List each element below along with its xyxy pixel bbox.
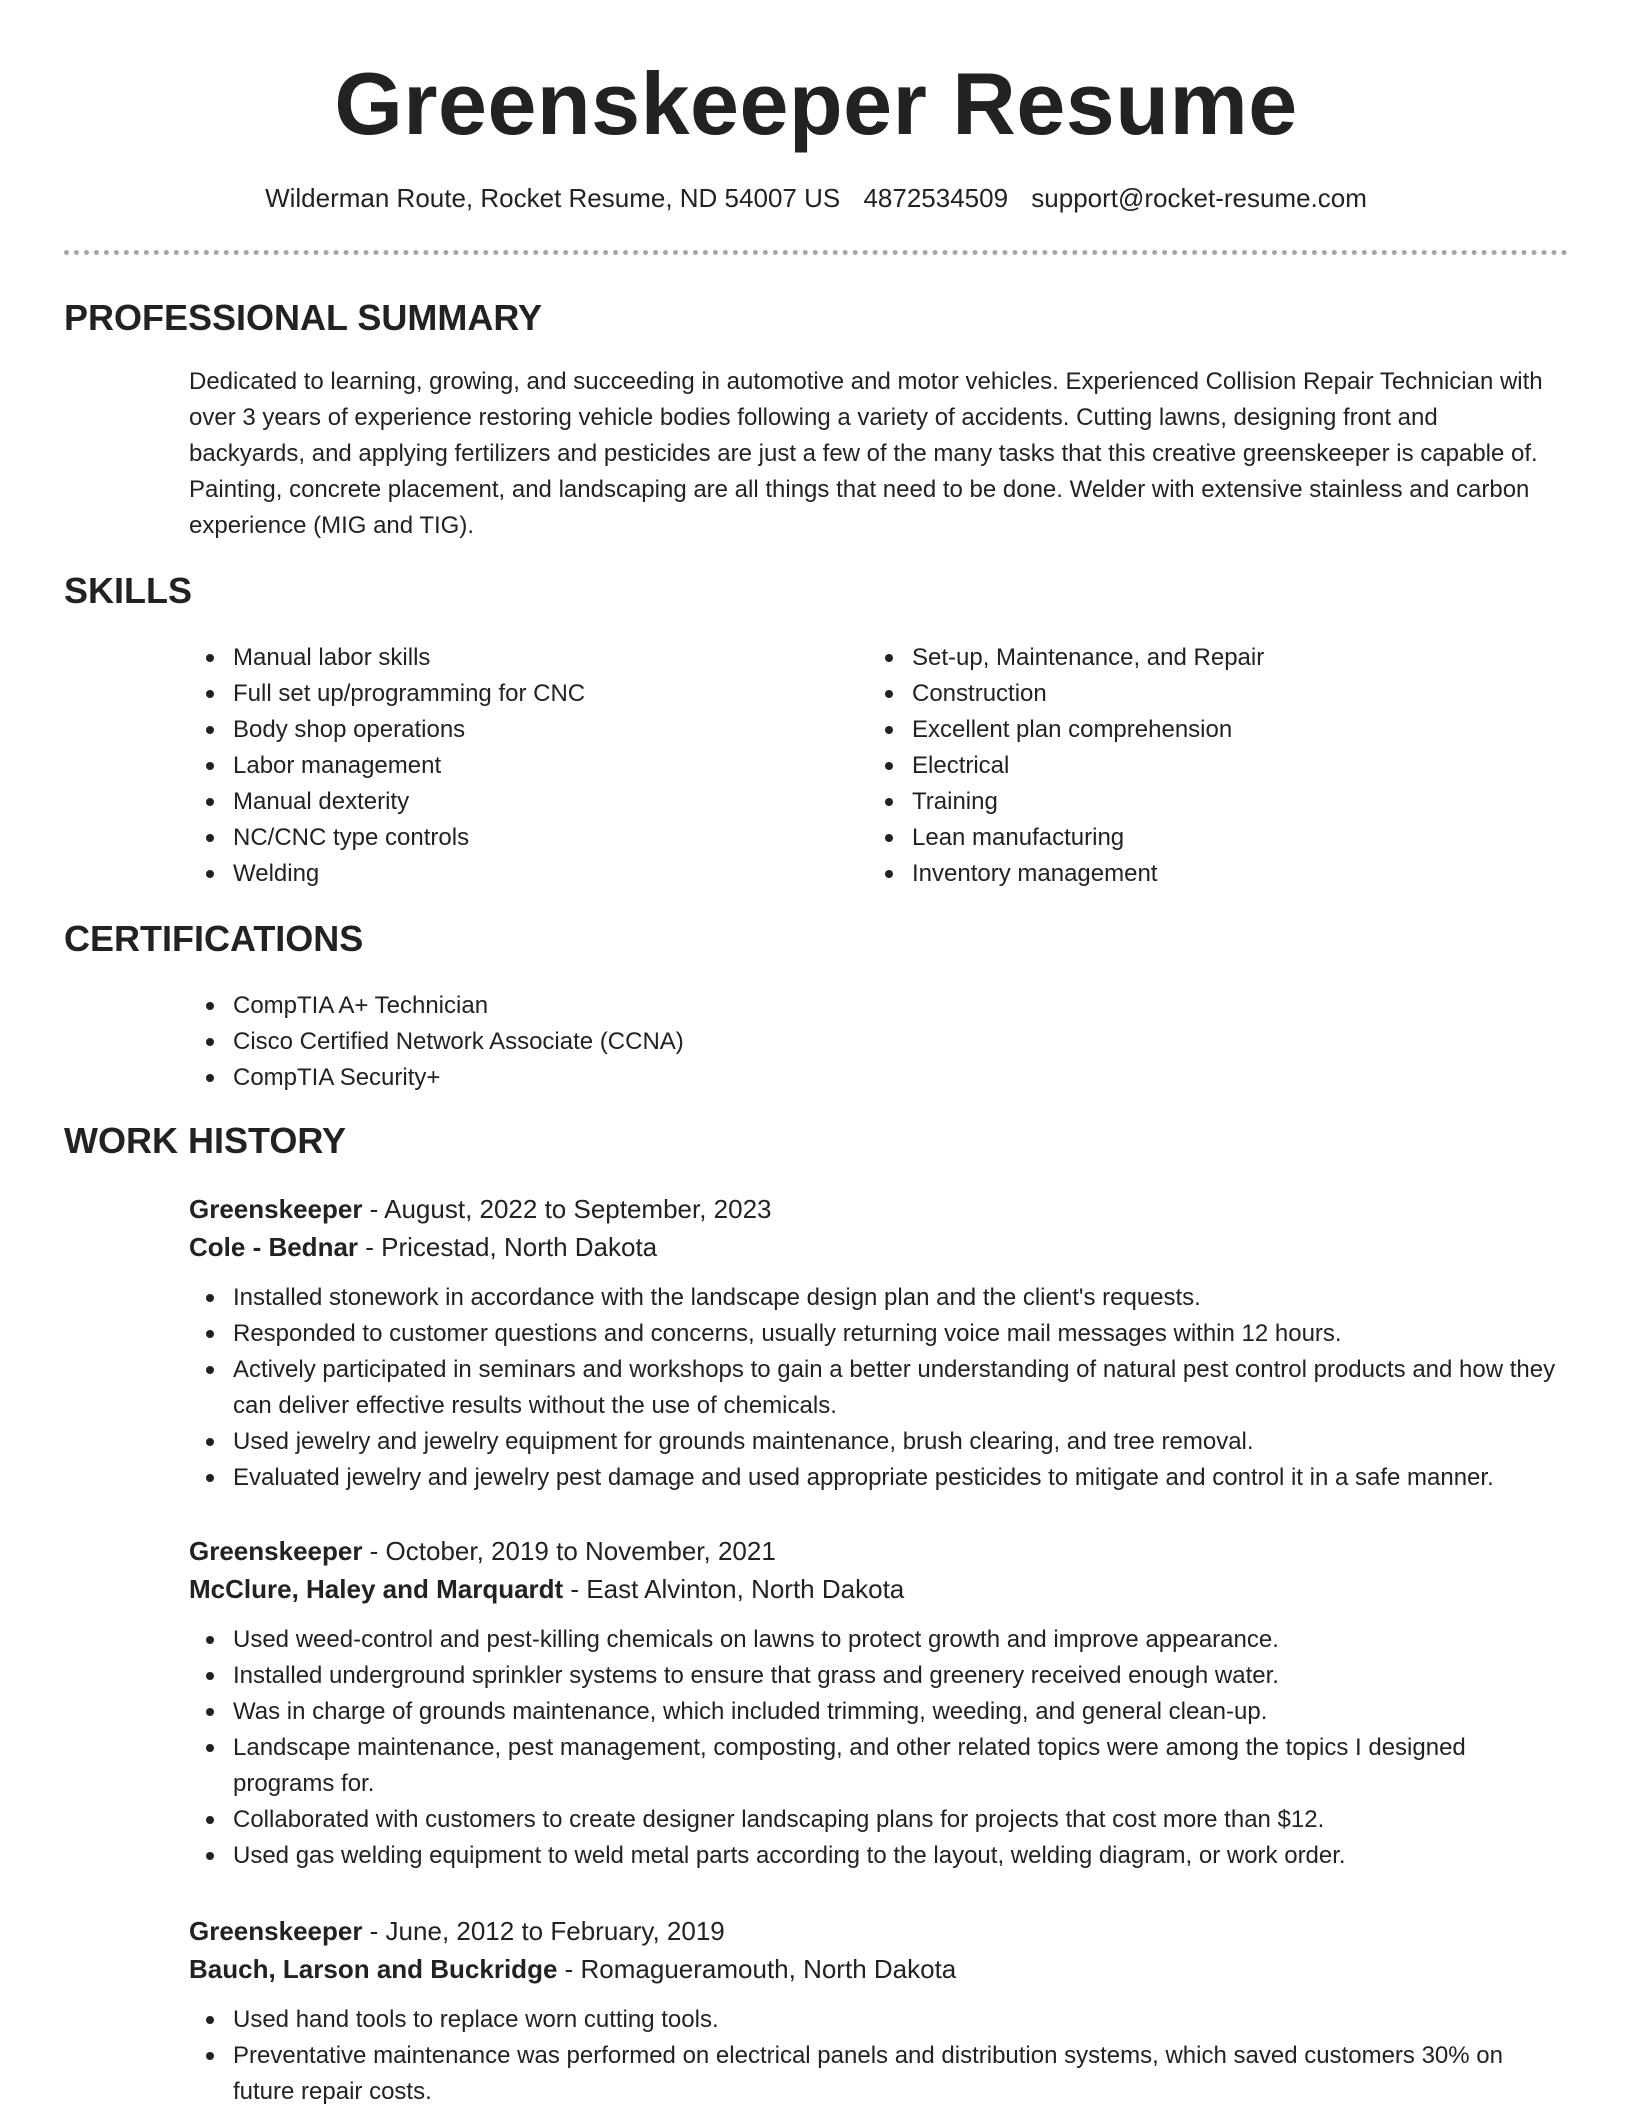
job-duty: Used hand tools to replace worn cutting tools.: [189, 2002, 1569, 2038]
work-history-heading: WORK HISTORY: [64, 1120, 347, 1161]
skill-item: NC/CNC type controls: [189, 820, 829, 856]
job-duty: Was in charge of grounds maintenance, which included trimming, weeding, and general clean-up.: [189, 1694, 1569, 1730]
job-entry: [189, 1190, 1569, 1496]
job-duty: Responded to customer questions and concerns, usually returning voice mail messages within 12 hours.: [189, 1316, 1569, 1352]
contact-phone: 4872534509: [863, 183, 1009, 213]
skill-item: Training: [868, 784, 1548, 820]
resume-title: Greenskeeper Resume: [334, 54, 1298, 153]
job-dates: - June, 2012 to February, 2019: [362, 1916, 725, 1946]
job-role: Greenskeeper: [189, 1916, 363, 1946]
job-company-line: [189, 1950, 1569, 1988]
job-duty: Actively participated in seminars and workshops to gain a better understanding of natural pest control products and how they can deliver effective results without the use of chemicals.: [189, 1352, 1569, 1424]
job-dates: - October, 2019 to November, 2021: [362, 1536, 776, 1566]
skills-list-right: [868, 640, 1548, 892]
job-title-line: [189, 1532, 1569, 1570]
job-role: Greenskeeper: [189, 1194, 363, 1224]
skill-item: Welding: [189, 856, 829, 892]
job-title-line: [189, 1912, 1569, 1950]
job-duty: Used weed-control and pest-killing chemicals on lawns to protect growth and improve appearance.: [189, 1622, 1569, 1658]
job-duty: Installed underground sprinkler systems to ensure that grass and greenery received enough water.: [189, 1658, 1569, 1694]
header-divider: [64, 250, 1568, 255]
job-duty: Installed stonework in accordance with the landscape design plan and the client's requests.: [189, 1280, 1569, 1316]
job-duties-list: [189, 1280, 1569, 1496]
job-duty: Preventative maintenance was performed on electrical panels and distribution systems, which saved customers 30% on future repair costs.: [189, 2038, 1569, 2110]
job-duties-list: [189, 2002, 1569, 2110]
summary-heading: PROFESSIONAL SUMMARY: [64, 297, 543, 338]
skill-item: Construction: [868, 676, 1548, 712]
certification-item: CompTIA Security+: [189, 1060, 1089, 1096]
skill-item: Inventory management: [868, 856, 1548, 892]
certifications-list: [189, 988, 1089, 1096]
job-company: McClure, Haley and Marquardt: [189, 1574, 564, 1604]
job-duty: Landscape maintenance, pest management, composting, and other related topics were among the topics I designed programs for.: [189, 1730, 1569, 1802]
summary-text: Dedicated to learning, growing, and succeeding in automotive and motor vehicles. Experienced Collision Repair Technician with over 3 years of experience restoring vehicle bodies following a variety of accidents. Cutting lawns, designing front and backyards, and applying fertilizers and pesticides are just a few of the many tasks that this creative greenskeeper is capable of. Painting, concrete placement, and landscaping are all things that need to be done. Welder with extensive stainless and carbon experience (MIG and TIG).: [189, 368, 1543, 539]
skill-item: Body shop operations: [189, 712, 829, 748]
skill-item: Full set up/programming for CNC: [189, 676, 829, 712]
contact-email: support@rocket-resume.com: [1031, 183, 1367, 213]
skills-heading: SKILLS: [64, 570, 193, 611]
job-entry: [189, 1532, 1569, 1874]
skill-item: Set-up, Maintenance, and Repair: [868, 640, 1548, 676]
job-role: Greenskeeper: [189, 1536, 363, 1566]
job-dates: - August, 2022 to September, 2023: [362, 1194, 772, 1224]
job-location: - Pricestad, North Dakota: [358, 1232, 658, 1262]
job-entry: [189, 1912, 1569, 2110]
skills-list-left: [189, 640, 829, 892]
contact-info: [0, 180, 1632, 216]
job-duty: Collaborated with customers to create designer landscaping plans for projects that cost more than $12.: [189, 1802, 1569, 1838]
certification-item: CompTIA A+ Technician: [189, 988, 1089, 1024]
job-duty: Evaluated jewelry and jewelry pest damage and used appropriate pesticides to mitigate and control it in a safe manner.: [189, 1460, 1569, 1496]
skill-item: Lean manufacturing: [868, 820, 1548, 856]
job-company: Cole - Bednar: [189, 1232, 359, 1262]
job-duties-list: [189, 1622, 1569, 1874]
job-title-line: [189, 1190, 1569, 1228]
job-duty: Used jewelry and jewelry equipment for grounds maintenance, brush clearing, and tree removal.: [189, 1424, 1569, 1460]
job-company-line: [189, 1570, 1569, 1608]
job-company-line: [189, 1228, 1569, 1266]
skill-item: Manual labor skills: [189, 640, 829, 676]
skill-item: Excellent plan comprehension: [868, 712, 1548, 748]
job-duty: Used gas welding equipment to weld metal parts according to the layout, welding diagram, or work order.: [189, 1838, 1569, 1874]
skill-item: Electrical: [868, 748, 1548, 784]
certifications-heading: CERTIFICATIONS: [64, 918, 364, 959]
skill-item: Manual dexterity: [189, 784, 829, 820]
job-location: - East Alvinton, North Dakota: [563, 1574, 905, 1604]
job-location: - Romagueramouth, North Dakota: [557, 1954, 957, 1984]
job-company: Bauch, Larson and Buckridge: [189, 1954, 558, 1984]
skill-item: Labor management: [189, 748, 829, 784]
contact-address: Wilderman Route, Rocket Resume, ND 54007 US: [265, 183, 841, 213]
certification-item: Cisco Certified Network Associate (CCNA): [189, 1024, 1089, 1060]
